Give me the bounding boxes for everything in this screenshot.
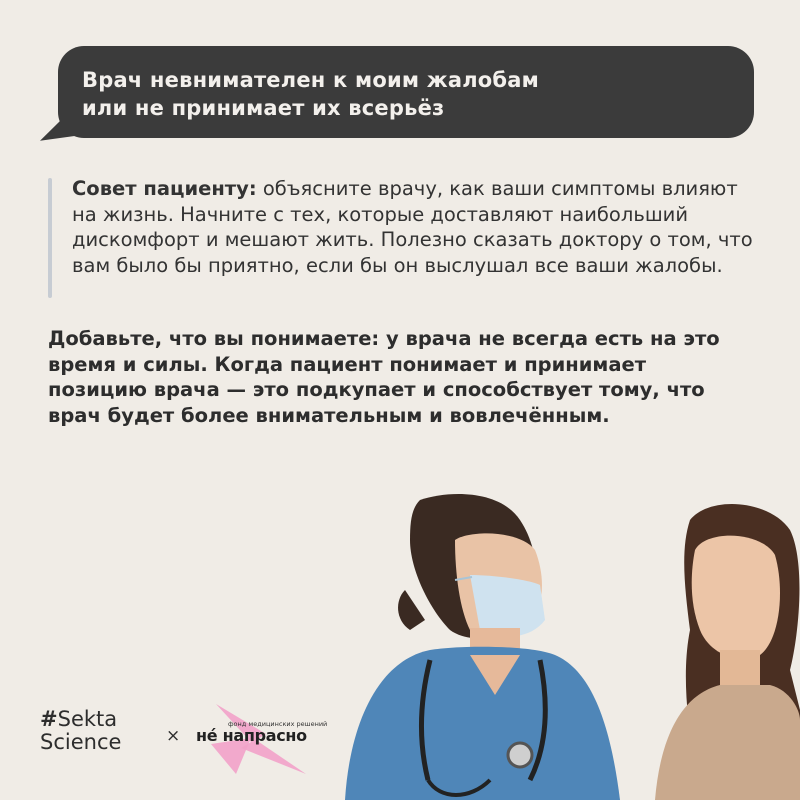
logo-line-1: Sekta	[57, 707, 118, 731]
additional-note: Добавьте, что вы понимаете: у врача не всегда есть на это время и силы. Когда пациент понимает и принимает позицию врача — это подкупает и способствует тому, что врач будет более внимательным и вовлечённым.	[48, 327, 720, 427]
bubble-tail	[40, 101, 80, 141]
question-text	[82, 66, 722, 122]
partner-subtitle: фонд медицинских решений	[228, 720, 328, 728]
sekta-science-logo	[40, 708, 121, 754]
patient-figure	[655, 504, 800, 800]
logo-hash: #	[40, 707, 58, 731]
tip-text: объясните врачу, как ваши симптомы влияют на жизнь. Начните с тех, которые доставляют наибольший дискомфорт и мешают жить. Полезно сказать доктору о том, что вам было бы приятно, если бы он выслушал все ваши жалобы.	[72, 177, 753, 277]
question-line-2: или не принимает их всерьёз	[82, 96, 445, 120]
partner-logo	[196, 704, 326, 774]
partner-name: не́ напрасно	[196, 726, 307, 745]
logo-line-2: Science	[40, 730, 122, 754]
patient-tip	[72, 176, 762, 278]
quote-bar	[48, 178, 52, 298]
doctor-figure	[345, 494, 620, 800]
logo-separator: ×	[166, 726, 181, 746]
question-line-1: Врач невнимателен к моим жалобам	[82, 68, 540, 92]
tip-label: Совет пациенту:	[72, 177, 257, 200]
